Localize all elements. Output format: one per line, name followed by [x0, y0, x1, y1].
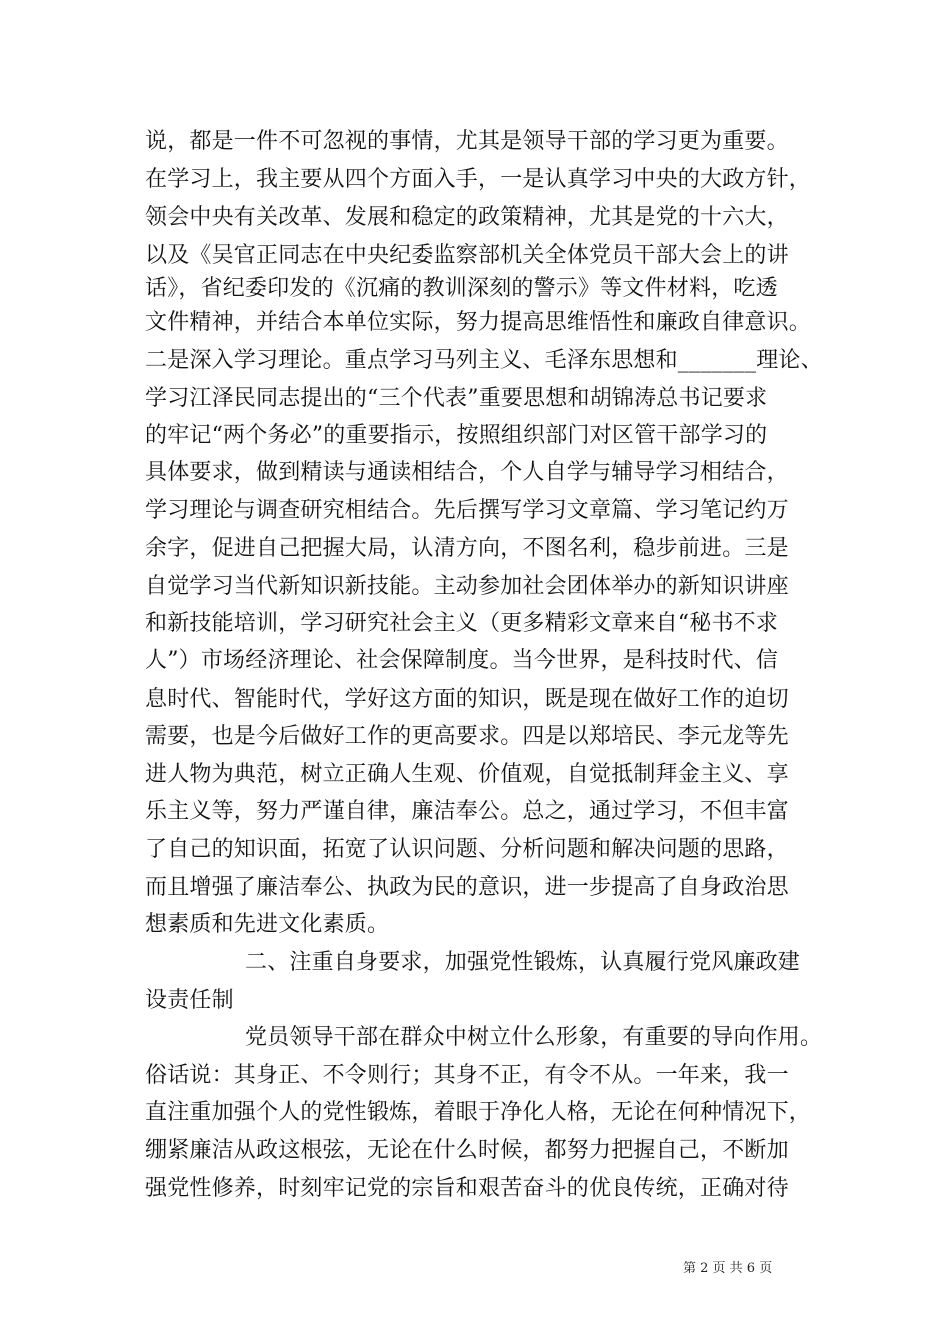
body-line: 说，都是一件不可忽视的事情，尤其是领导干部的学习更为重要。: [145, 129, 789, 154]
section-heading: 二、注重自身要求，加强党性锻炼，认真履行党风廉政建: [245, 950, 801, 975]
body-line: 的牢记“两个务必”的重要指示，按照组织部门对区管干部学习的: [145, 423, 768, 448]
body-line: 和新技能培训，学习研究社会主义（更多精彩文章来自“秘书不求: [145, 611, 779, 636]
body-line: 话》，省纪委印发的《沉痛的教训深刻的警示》等文件材料，吃透: [145, 276, 778, 301]
body-line: 人”）市场经济理论、社会保障制度。当今世界，是科技时代、信: [145, 648, 779, 673]
body-line: 二是深入学习理论。重点学习马列主义、毛泽东思想和_______理论、: [145, 348, 823, 373]
body-line: 自觉学习当代新知识新技能。主动参加社会团体举办的新知识讲座: [145, 574, 789, 599]
body-line: 了自己的知识面，拓宽了认识问题、分析问题和解决问题的思路，: [145, 837, 789, 862]
body-line: 需要，也是今后做好工作的更高要求。四是以郑培民、李元龙等先: [145, 724, 789, 749]
body-line: 而且增强了廉洁奉公、执政为民的意识，进一步提高了自身政治思: [145, 875, 789, 900]
body-line: 在学习上，我主要从四个方面入手，一是认真学习中央的大政方针，: [145, 167, 812, 192]
body-line: 具体要求，做到精读与通读相结合，个人自学与辅导学习相结合，: [145, 460, 789, 485]
page-number: 第 2 页 共 6 页: [683, 1261, 773, 1276]
paragraph-line: 强党性修养，时刻牢记党的宗旨和艰苦奋斗的优良传统，正确对待: [145, 1176, 789, 1201]
paragraph-line: 党员领导干部在群众中树立什么形象，有重要的导向作用。: [245, 1025, 823, 1050]
body-line: 进人物为典范，树立正确人生观、价值观，自觉抵制拜金主义、享: [145, 762, 789, 787]
body-line: 文件精神，并结合本单位实际，努力提高思维悟性和廉政自律意识。: [145, 310, 812, 335]
body-line: 学习江泽民同志提出的“三个代表”重要思想和胡锦涛总书记要求: [145, 386, 768, 411]
section-heading-continuation: 设责任制: [145, 988, 234, 1013]
body-line: 想素质和先进文化素质。: [145, 912, 390, 937]
paragraph-line: 直注重加强个人的党性锻炼，着眼于净化人格，无论在何种情况下，: [145, 1100, 812, 1125]
body-line: 学习理论与调查研究相结合。先后撰写学习文章篇、学习笔记约万: [145, 498, 789, 523]
body-line: 乐主义等，努力严谨自律，廉洁奉公。总之，通过学习，不但丰富: [145, 799, 789, 824]
body-line: 以及《吴官正同志在中央纪委监察部机关全体党员干部大会上的讲: [145, 243, 789, 268]
body-line: 余字，促进自己把握大局，认清方向，不图名利，稳步前进。三是: [145, 536, 789, 561]
body-line: 领会中央有关改革、发展和稳定的政策精神，尤其是党的十六大，: [145, 205, 789, 230]
paragraph-line: 绷紧廉洁从政这根弦，无论在什么时候，都努力把握自己，不断加: [145, 1138, 789, 1163]
paragraph-line: 俗话说：其身正、不令则行；其身不正，有令不从。一年来，我一: [145, 1063, 789, 1088]
body-line: 息时代、智能时代，学好这方面的知识，既是现在做好工作的迫切: [145, 687, 789, 712]
